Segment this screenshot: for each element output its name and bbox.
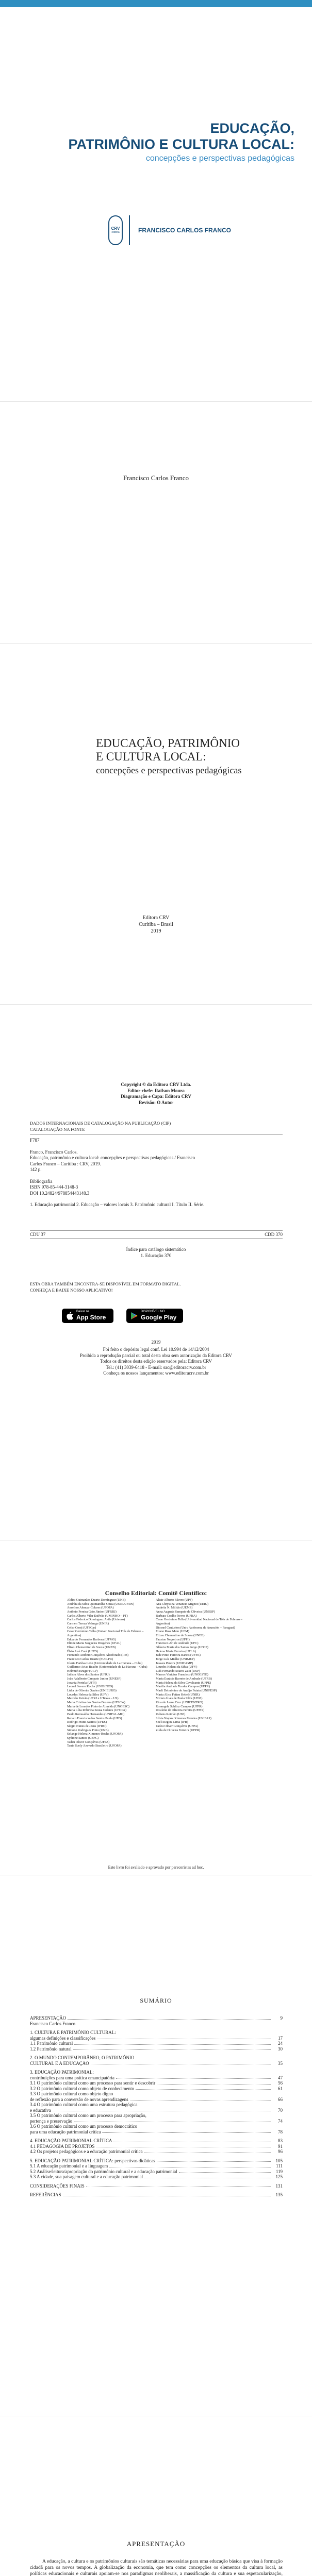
cover-subtitle: concepções e perspectivas pedagógicas (145, 154, 294, 163)
leader-dots (63, 2192, 271, 2196)
summary-page-number: 35 (278, 2060, 283, 2066)
summary-entry-title: 3.5 O patrimônio cultural como um processo para apropriação, (30, 2113, 146, 2118)
summary-entry-title: 4.2 Os projetos pedagógicos e a educação patrimonial crítica (30, 2149, 143, 2154)
digital-notice-line: ESTA OBRA TAMBÉM ENCONTRA-SE DISPONÍVEL EM FORMATO DIGITAL. (30, 1281, 181, 1286)
publisher-city: Curitiba – Brasil (139, 922, 173, 927)
council-member: Sydione Santos (UEPG) (67, 1736, 99, 1740)
title-line: EDUCAÇÃO, PATRIMÔNIO (96, 737, 240, 750)
record-line: Franco, Francisco Carlos. (30, 1149, 78, 1155)
council-member: Gloria Fariñas León (Universidade de La Havana – Cuba) (67, 1661, 143, 1665)
council-member: Leonel Severo Rocha (UNISINOS) (67, 1685, 113, 1689)
summary-chapter[interactable] (30, 2138, 283, 2144)
council-title: Conselho Editorial: Comitê Científico: (105, 1589, 207, 1597)
summary-entry-title: 4.1 PEDAGOGIA DE PROJETOS (30, 2143, 95, 2149)
editorial-council-page (0, 1540, 312, 1875)
council-member: Antônio Pereira Gaio Júnior (UFRRJ) (67, 1609, 117, 1614)
leader-dots (102, 2129, 271, 2133)
summary-page-number: 83 (278, 2138, 283, 2143)
council-member: Fernando Antônio Gonçalves Alcoforado (IPB) (67, 1653, 129, 1657)
summary-entry[interactable] (30, 2113, 283, 2119)
council-member: Rubens Reimão (USP) (156, 1713, 186, 1717)
council-member: Rodrigo Pratte-Santos (UFES) (67, 1720, 107, 1724)
council-member: Sérgio Nunes de Jesus (IFRO) (67, 1724, 107, 1728)
google-play-label: Google Play (141, 1314, 177, 1321)
layout-credit: Diagramação e Capa: Editora CRV (121, 1094, 191, 1099)
summary-entry-title: 5.2 Análise/leitura/apropriação do patrimônio cultural e a educação patrimonial (30, 2168, 177, 2174)
editor: Editor-chefe: Railson Moura (127, 1088, 185, 1093)
summary-entry-title: APRESENTAÇÃO (30, 2015, 67, 2021)
publisher-logo (108, 215, 123, 245)
title-line: E CULTURA LOCAL: (96, 750, 206, 763)
summary-entry-title: 3.4 O patrimônio cultural como uma estrutura pedagógica (30, 2102, 138, 2107)
catalog-rule (30, 1134, 283, 1135)
council-member: Tadeu Oliver Gonçalves (UFPA) (156, 1724, 199, 1728)
leader-dots (130, 2097, 271, 2101)
council-member: Lourdes Helena da Silva (UFV) (67, 1692, 109, 1697)
summary-page-number: 17 (278, 2035, 283, 2041)
legal-line: Foi feito o depósito legal conf. Lei 10.994 de 14/12/2004 (103, 1347, 209, 1352)
council-column (67, 1598, 156, 1748)
index-label: Índice para catálogo sistemático (126, 1247, 186, 1252)
summary-page-number: 9 (280, 2015, 283, 2021)
council-member: Eduardo Fernandes Barbosa (UFMG) (67, 1637, 116, 1641)
publisher-name: Editora CRV (142, 915, 170, 921)
summary-chapter[interactable] (30, 2158, 283, 2164)
credits-page (0, 1005, 312, 1540)
digital-notice-line: CONHEÇA E BAIXE NOSSO APLICATIVO! (30, 1287, 113, 1293)
summary-entry[interactable] (30, 2091, 283, 2097)
f-code: F787 (30, 1138, 40, 1143)
summary-entry[interactable] (30, 2036, 283, 2041)
council-member: Jailson Alves dos Santos (UFRJ) (67, 1673, 110, 1677)
summary-entry-title: 1.1 Patrimônio cultural (30, 2041, 73, 2046)
legal-line: Conheça os nossos lançamentos: www.editoracrv.com.br (103, 1370, 209, 1376)
title-page-subtitle: concepções e perspectivas pedagógicas (96, 765, 242, 775)
council-member: Cesar Gerónimo Tello (Universidad Nacional de Três de Febrero – Argentina) (156, 1618, 242, 1625)
leader-dots (68, 2015, 271, 2020)
google-play-badge[interactable] (126, 1309, 183, 1323)
council-member: Tania Suely Azevedo Brasileiro (UFOPA) (67, 1744, 122, 1748)
council-member: Elizeu Clementino de Souza (UNEB) (156, 1633, 205, 1637)
leader-dots (86, 2183, 271, 2188)
leader-dots (179, 2169, 271, 2173)
index-entry: 1. Educação 370 (140, 1252, 172, 1258)
logo-subtext: editora (111, 231, 120, 234)
council-member: Elizeu Clementino de Souza (UNEB) (67, 1645, 116, 1649)
council-member: Ana Chrystina Venancio Mignot (UERJ) (156, 1602, 209, 1606)
index-section (0, 1247, 312, 1259)
cover-title-line: PATRIMÔNIO E CULTURA LOCAL: (68, 137, 294, 152)
council-member: Barbara Coelho Neves (UFBA) (156, 1614, 197, 1618)
leader-dots (74, 2119, 271, 2123)
leader-dots (73, 2046, 271, 2050)
leader-dots (136, 2086, 271, 2090)
presentation-page (0, 2416, 312, 2576)
council-member: Lourdes Helena da Silva (UFV) (156, 1665, 198, 1669)
council-member: Gláucia Maria dos Santos Jorge (UFOP) (156, 1645, 208, 1649)
title-page-title (96, 737, 241, 777)
presentation-body (30, 2558, 283, 2576)
app-store-small: Baixar na (76, 1310, 90, 1313)
summary-entry[interactable] (30, 2075, 283, 2081)
leader-dots (116, 2075, 271, 2079)
presentation-title: APRESENTAÇÃO (126, 2540, 186, 2548)
legal-line: Proibida a reprodução parcial ou total desta obra sem autorização da Editora CRV (80, 1352, 232, 1358)
cdu-code: CDU 37 (30, 1232, 46, 1237)
legal-line: Tel.: (41) 3039-6418 - E-mail: sac@editoracrv.com.br (106, 1364, 206, 1370)
app-store-label: App Store (76, 1314, 106, 1321)
summary-page-number: 111 (276, 2163, 283, 2168)
catalog-label-line: DADOS INTERNACIONAIS DE CATALOGAÇÃO NA PUBLICAÇÃO (CIP) (30, 1121, 171, 1126)
council-member: Marta Alice Feiten Hebel (UNIR) (156, 1692, 200, 1697)
apple-icon (66, 1312, 73, 1320)
council-member: Fauston Negreiros (UFPI) (156, 1637, 190, 1641)
summary-page-number: 96 (278, 2149, 283, 2154)
app-store-badge[interactable] (62, 1309, 113, 1323)
summary-entry[interactable] (30, 2061, 283, 2066)
revision-credit: Revisão: O Autor (139, 1099, 173, 1105)
summary-list (30, 2015, 283, 2198)
summary-entry-title: 2. O MUNDO CONTEMPORÂNEO, O PATRIMÔNIO (30, 2055, 135, 2060)
cover-title-line: EDUCAÇÃO, (210, 121, 294, 136)
cover-author: FRANCISCO CARLOS FRANCO (138, 227, 231, 234)
summary-entry-title: 3.1 O patrimônio cultural como um processo para sentir e descobrir (30, 2080, 156, 2086)
council-member: Lídia de Oliveira Xavier (UNIEURO) (67, 1689, 117, 1693)
classification-codes (30, 1232, 283, 1238)
summary-entry[interactable] (30, 2119, 283, 2124)
summary-page-number: 125 (275, 2174, 283, 2179)
summary-chapter[interactable] (30, 2055, 283, 2061)
cdd-code: CDD 370 (265, 1232, 283, 1237)
summary-entry-title: pertença e preservação (30, 2118, 72, 2124)
council-list (67, 1598, 245, 1748)
title-page (0, 644, 312, 1005)
copyright: Copyright © da Editora CRV Ltda. (121, 1082, 191, 1087)
cover-top-bar (0, 0, 312, 7)
record-line: Educação, patrimônio e cultura local: concepções e perspectivas pedagógicas / Francisco (30, 1155, 195, 1160)
summary-chapter[interactable] (30, 2192, 283, 2198)
cover-title (69, 121, 294, 163)
summary-entry[interactable] (30, 2086, 283, 2092)
council-member: Jorge Luís Mialhe (UNIMEP) (156, 1657, 195, 1661)
council-member: João Adalberto Campato Junior (UNESP) (67, 1677, 122, 1681)
legal-line: Todos os direitos desta edição reservados pela: Editora CRV (100, 1359, 212, 1364)
council-member: Maria Cristina dos Santos Bezerra (UFSCar) (67, 1701, 125, 1705)
summary-page-number: 91 (278, 2143, 283, 2149)
summary-entry-title: 5. EDUCAÇÃO PATRIMONIAL CRÍTICA: perspectivas didáticas (30, 2158, 155, 2163)
summary-entry-title: de reflexão para a conversão de novas aprendizagens (30, 2096, 128, 2102)
summary-page-number: 61 (278, 2086, 283, 2091)
legal-notice (0, 1347, 312, 1377)
title-page-publisher (0, 914, 312, 935)
council-member: Carmen Tereza Velanga (UNIR) (67, 1621, 109, 1625)
summary-entry-title: 5.1 A educação patrimonial e a linguagem (30, 2163, 108, 2168)
summary-page-number: 70 (278, 2107, 283, 2113)
summary-entry-title: 3.3 O patrimônio cultural como objeto digno (30, 2091, 113, 2096)
summary-entry-title: 3.6 O patrimônio cultural como um processo democrático (30, 2124, 137, 2129)
council-member: Mirian Alves de Paula Silva (UEM) (156, 1697, 203, 1701)
doi: DOI 10.24824/978854443148.3 (30, 1190, 90, 1196)
council-member: Elione Maria Nogueira Diogenes (UFAL) (67, 1641, 122, 1646)
council-member: Simone Rodrigues Pinto (UNB) (67, 1728, 109, 1732)
council-member: Rosilene de Oliveira Pereira (UFMS) (156, 1708, 205, 1713)
cover-divider (129, 215, 130, 245)
council-member: Anna Augusta Sampaio de Oliveira (UNESP) (156, 1609, 215, 1614)
paragraph: A educação, a cultura e os patrimônios culturais são temáticas necessárias para uma educação básica que visa à formação cidadã para os novos tempos. A globalização da economia, que tem como concepções os elementos da cultura local, as políticas educacionais e culturais apoiam-se nos paradigmas neoliberais, a massificação da cultura e sua espetacularização, (30, 2558, 283, 2576)
council-member: Luís Fernando Soares Zuin (USP) (156, 1669, 200, 1673)
council-member: Paulo Romualdo Hernandes (UNIFAL-MG) (67, 1713, 125, 1717)
summary-entry-title: 3. EDUCAÇÃO PATRIMONIAL: (30, 2070, 94, 2075)
council-member: Zilda de Oliveira Ferreira (UFPR) (156, 1728, 201, 1732)
council-member: Marcelo Paixão (UFRJ e UTexas – US) (67, 1697, 119, 1701)
council-member: Francisco Carlos Duarte (PUC-PR) (67, 1657, 113, 1661)
subjects: 1. Educação patrimonial 2. Educação – valores locais 3. Patrimônio cultural I. Título II. Série. (30, 1202, 205, 1207)
leader-dots (91, 2061, 271, 2065)
summary-chapter[interactable] (30, 2070, 283, 2075)
council-member: Soeli Regina Lima (IFB) (156, 1720, 188, 1724)
google-play-icon (130, 1312, 138, 1320)
summary-entry[interactable] (30, 2080, 283, 2086)
record-line: 142 p. (30, 1167, 42, 1172)
summary-page-number: 119 (275, 2168, 283, 2174)
summary-entry[interactable] (30, 2129, 283, 2135)
council-member: Maria Eurácia Barreto de Andrade (UFRB) (156, 1677, 212, 1681)
council-member: Francisco Ari de Andrade (UFC) (156, 1641, 199, 1646)
summary-entry-title: contribuições para uma prática emancipatória (30, 2075, 114, 2080)
council-member: Carlos Alberto Vilar Estêvão (UMINHO – PT) (67, 1614, 128, 1618)
leader-dots (144, 2174, 271, 2178)
leader-dots (157, 2080, 271, 2084)
summary-entry-title: 5.3 A cidade, sua paisagem cultural e a educação patrimonial (30, 2174, 143, 2179)
council-column (156, 1598, 244, 1748)
council-member: Renato Francisco dos Santos Paula (UFG) (67, 1716, 122, 1720)
summary-page-number: 105 (275, 2158, 283, 2163)
catalog-rule (30, 1238, 283, 1239)
catalog-label-line: CATALOGAÇÃO NA FONTE (30, 1126, 85, 1132)
council-member: Josania Portela (UFPI) (67, 1681, 97, 1685)
digital-notice (30, 1281, 283, 1293)
summary-page (0, 1875, 312, 2416)
council-member: Jade Pinto Ferreira Bartos (UFPA) (156, 1653, 201, 1657)
author-name: Francisco Carlos Franco (123, 474, 189, 482)
summary-page-number: 24 (278, 2041, 283, 2046)
summary-chapter[interactable] (30, 2030, 283, 2036)
summary-entry-title: para uma educação patrimonial crítica (30, 2129, 101, 2134)
summary-entry[interactable] (30, 2169, 283, 2175)
council-footer: Este livro foi avaliado e aprovado por pareceristas ad hoc. (108, 1865, 204, 1870)
leader-dots (74, 2041, 271, 2045)
council-member: Carlos Federico Dominguez Avila (Unieuro) (67, 1618, 125, 1622)
google-play-small: DISPONÍVEL NO (141, 1310, 165, 1313)
council-member: Maria Helena da Silva Cavalcante (UFPE) (156, 1681, 211, 1685)
author-page (0, 402, 312, 644)
summary-entry[interactable] (30, 2174, 283, 2180)
summary-page-number: 47 (278, 2075, 283, 2080)
summary-page-number: 74 (278, 2118, 283, 2124)
council-member: Eliane Rose Maio (UEM) (156, 1630, 189, 1634)
summary-entry-title: Francisco Carlos Franco (30, 2021, 75, 2026)
cover-page (0, 0, 312, 402)
council-member: Marília Andrade Torales Campos (UFPR) (156, 1685, 210, 1689)
council-member: Silvia Nayara Ximenes Ferreira (UNIFAP) (156, 1716, 211, 1720)
summary-chapter[interactable] (30, 2015, 283, 2021)
summary-entry-title: e educativa (30, 2107, 51, 2113)
summary-page-number: 56 (278, 2080, 283, 2086)
council-member: Helena Maria Ferreira (UFLA) (156, 1649, 196, 1653)
summary-title: SUMÁRIO (140, 1997, 172, 2004)
isbn: ISBN 978-85-444-3148-3 (30, 1184, 78, 1190)
council-member: Guillermo Arias Beatón (Universidade de La Havana – Cuba) (67, 1665, 147, 1669)
summary-entry-title: CONSIDERAÇÕES FINAIS (30, 2183, 85, 2189)
summary-entry-title: 3.2 O patrimônio cultural como objeto de conhecimento (30, 2086, 134, 2091)
summary-chapter[interactable] (30, 2183, 283, 2189)
leader-dots (53, 2108, 271, 2112)
summary-entry[interactable] (30, 2102, 283, 2108)
council-member: Maria Lília Imbiriba Sousa Colares (UFOPA) (67, 1708, 127, 1713)
leader-dots (157, 2158, 271, 2162)
council-member: Cesar Gerónimo Tello (Univer. Nacional Três de Febrero – Argentina) (67, 1630, 144, 1637)
catalog-record (30, 1138, 283, 1208)
summary-entry-title: algumas definições e classificações (30, 2035, 96, 2041)
council-member: Maria de Lourdes Pinto de Almeida (UNOESC) (67, 1704, 130, 1708)
council-member: Marli Delmônico de Araújo Futata (UNIFESP) (156, 1689, 217, 1693)
council-member: Helmuth Krüger (UCP) (67, 1669, 98, 1673)
council-member: Rosangela Schlinz Campos (UFPR) (156, 1704, 203, 1708)
summary-entry[interactable] (30, 2149, 283, 2155)
council-member: Andréia N. Militão (UEMS) (156, 1606, 193, 1610)
council-member: Andréia da Silva Quintanilha Sousa (UNIR/UFRN) (67, 1602, 134, 1606)
summary-page-number: 131 (275, 2183, 283, 2189)
biblio-label: Bibliografia (30, 1178, 53, 1184)
summary-page-number: 78 (278, 2129, 283, 2134)
summary-page-number: 135 (275, 2192, 283, 2197)
summary-entry[interactable] (30, 2041, 283, 2046)
leader-dots (109, 2163, 271, 2167)
summary-entry[interactable] (30, 2097, 283, 2103)
catalog-rule (30, 1230, 283, 1231)
summary-entry[interactable] (30, 2124, 283, 2129)
catalog-label (30, 1121, 283, 1132)
summary-entry[interactable] (30, 2108, 283, 2113)
summary-entry-title: 4. EDUCAÇÃO PATRIMONIAL CRÍTICA (30, 2138, 112, 2143)
council-member: Élsio José Corá (UFFS) (67, 1649, 98, 1653)
summary-entry-title: CULTURAL E A EDUCAÇÃO (30, 2060, 89, 2066)
council-member: Tadeu Oliver Gonçalves (UFPA) (67, 1740, 110, 1744)
summary-entry[interactable] (30, 2163, 283, 2169)
record-line: Carlos Franco – Curitiba : CRV, 2019. (30, 1161, 101, 1166)
council-member: Ricardo Leme Cruz (UNICENTRO) (156, 1701, 203, 1705)
council-member: Celso Conti (UFSCar) (67, 1625, 96, 1630)
council-member: Marcos Vinicius Francisco (UNOESTE) (156, 1673, 208, 1677)
summary-entry-title: 1. CULTURA E PATRIMÔNIO CULTURAL: (30, 2030, 116, 2035)
council-member: Anselmo Alencar Colares (UFOPA) (67, 1606, 114, 1610)
council-member: Aldira Guimarães Duarte Domínguez (UNB) (67, 1598, 126, 1602)
summary-entry-title: 1.2 Patrimônio natural (30, 2046, 72, 2052)
leader-dots (97, 2036, 271, 2040)
summary-page-number: 30 (278, 2046, 283, 2052)
leader-dots (113, 2138, 271, 2142)
logo-text: CRV (111, 226, 120, 231)
credits-year: 2019 (151, 1340, 161, 1345)
council-member: Solange Helena Ximenes-Rocha (UFOPA) (67, 1732, 123, 1736)
council-member: Jussara Pereira (UNICAMP) (156, 1661, 193, 1665)
publisher-year: 2019 (151, 928, 161, 934)
summary-entry[interactable] (30, 2144, 283, 2149)
leader-dots (144, 2149, 271, 2153)
leader-dots (96, 2144, 271, 2148)
summary-entry[interactable] (30, 2046, 283, 2052)
council-member: Altair Alberto Fávero (UPF) (156, 1598, 193, 1602)
summary-page-number: 66 (278, 2096, 283, 2102)
council-member: Diosnel Centurion (Univ Autónoma de Asunción – Paraguai) (156, 1625, 235, 1630)
summary-entry[interactable] (30, 2021, 283, 2027)
credits-header (0, 1082, 312, 1106)
summary-entry-title: REFERÊNCIAS (30, 2192, 61, 2197)
